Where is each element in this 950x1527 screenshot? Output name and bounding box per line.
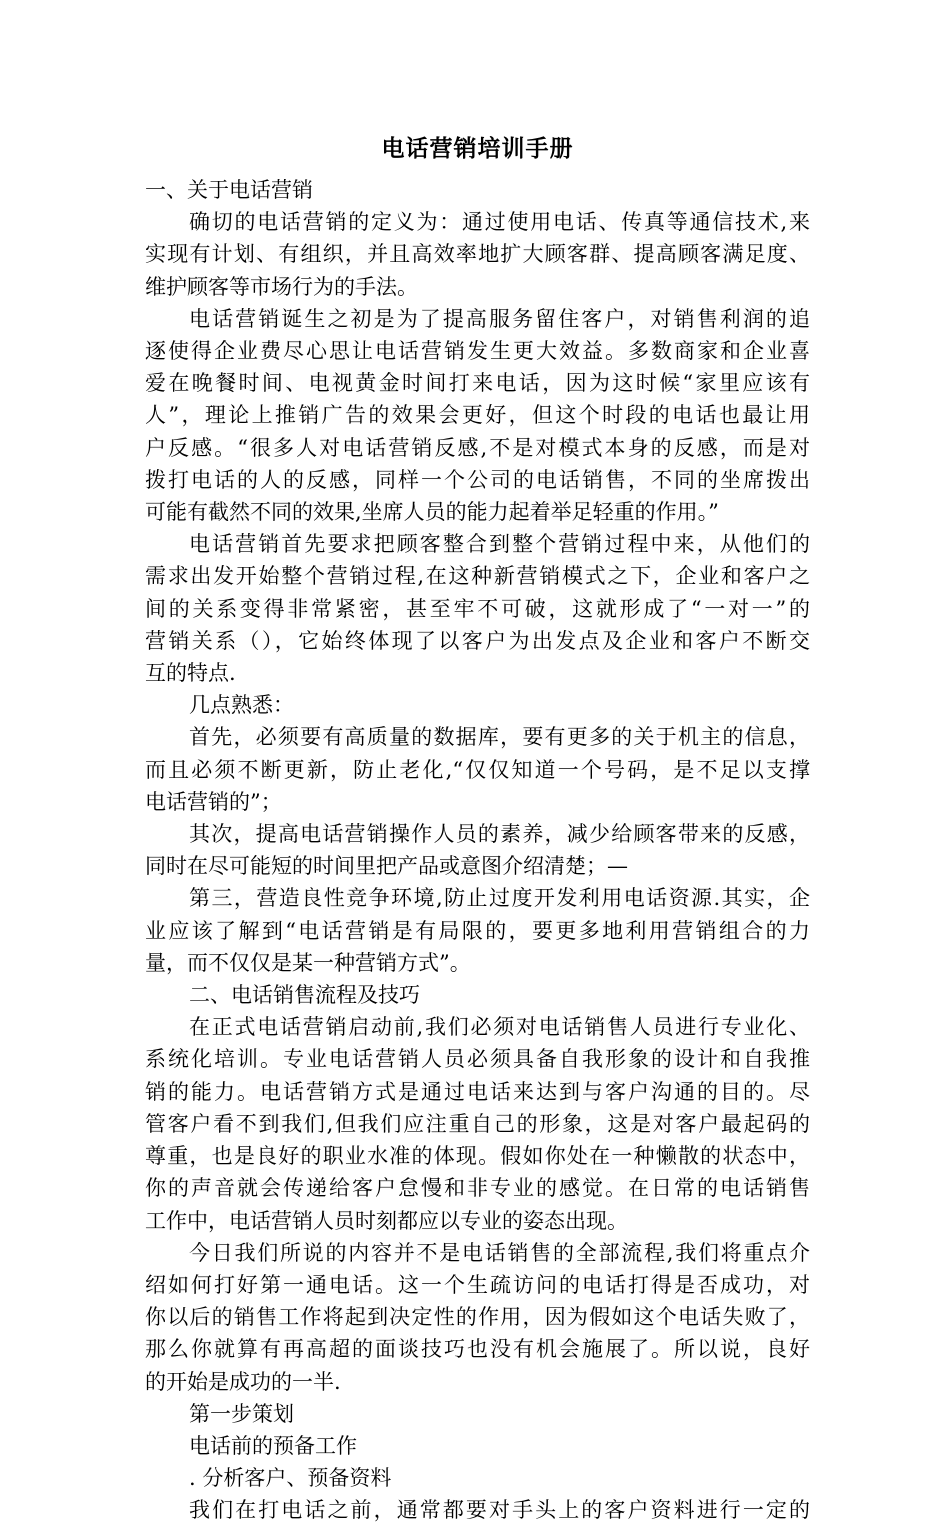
document-title: 电话营销培训手册: [381, 135, 574, 162]
step-item: . 分析客户、预备资料: [189, 1466, 392, 1491]
text-line: 可能有截然不同的效果,坐席人员的能力起着举足轻重的作用。”: [145, 500, 719, 525]
text-line: 电话营销的”；: [145, 789, 282, 814]
paragraph-8: [145, 1011, 810, 1236]
paragraph-6: [145, 818, 810, 882]
text-line: 营销关系（），它始终体现了以客户为出发点及企业和客户不断交: [145, 628, 810, 653]
text-line: 维护顾客等市场行为的手法。: [145, 274, 418, 299]
paragraph-7: [145, 882, 810, 979]
text-line: 逐使得企业费尽心思让电话营销发生更大效益。多数商家和企业喜: [145, 339, 810, 364]
text-line: 第三，营造良性竞争环境,防止过度开发利用电话资源.其实，企: [189, 886, 810, 911]
step-subheading: 电话前的预备工作: [189, 1433, 357, 1458]
text-line: 我们在打电话之前，通常都要对手头上的客户资料进行一定的: [189, 1498, 810, 1523]
document-page: [145, 130, 810, 1527]
text-line: 其次，提高电话营销操作人员的素养，减少给顾客带来的反感，: [189, 822, 810, 847]
section-heading: 一、关于电话营销: [145, 178, 313, 202]
text-line: 尊重，也是良好的职业水准的体现。假如你处在一种懒散的状态中，: [145, 1144, 810, 1169]
paragraph-1: [145, 206, 810, 303]
paragraph-10: [145, 1494, 810, 1526]
text-line: 在正式电话营销启动前,我们必须对电话销售人员进行专业化、: [189, 1015, 810, 1040]
text-line: 销的能力。电话营销方式是通过电话来达到与客户沟通的目的。尽: [145, 1079, 810, 1104]
text-line: 实现有计划、有组织，并且高效率地扩大顾客群、提高顾客满足度、: [145, 242, 810, 267]
text-line: 而且必须不断更新，防止老化,“仅仅知道一个号码，是不足以支撑: [145, 757, 810, 782]
text-line: 工作中，电话营销人员时刻都应以专业的姿态出现。: [145, 1208, 628, 1233]
paragraph-2: [145, 303, 810, 528]
text-line: 间的关系变得非常紧密，甚至牢不可破，这就形成了“一对一”的: [145, 596, 810, 621]
text-line: 管客户看不到我们,但我们应注重自己的形象，这是对客户最起码的: [145, 1111, 810, 1136]
text-line: 同时在尽可能短的时间里把产品或意图介绍清楚；—: [145, 854, 628, 879]
text-line: 爱在晚餐时间、电视黄金时间打来电话，因为这时候“家里应该有: [145, 371, 810, 396]
text-line: 首先，必须要有高质量的数据库，要有更多的关于机主的信息，: [189, 725, 810, 750]
text-line: 电话营销诞生之初是为了提高服务留住客户，对销售利润的追: [189, 306, 810, 331]
text-line: 业应该了解到“电话营销是有局限的，要更多地利用营销组合的力: [145, 918, 810, 943]
text-line: 系统化培训。专业电话营销人员必须具备自我形象的设计和自我推: [145, 1047, 810, 1072]
paragraph-3: [145, 528, 810, 689]
text-line: 你以后的销售工作将起到决定性的作用，因为假如这个电话失败了，: [145, 1305, 810, 1330]
text-line: 那么你就算有再高超的面谈技巧也没有机会施展了。所以说，良好: [145, 1337, 810, 1362]
section-heading: 二、电话销售流程及技巧: [189, 983, 420, 1008]
text-line: 量，而不仅仅是某一种营销方式”。: [145, 950, 471, 975]
text-line: 几点熟悉：: [189, 693, 294, 718]
text-line: 人”，理论上推销广告的效果会更好，但这个时段的电话也最让用: [145, 403, 810, 428]
text-line: 拨打电话的人的反感，同样一个公司的电话销售，不同的坐席拨出: [145, 467, 810, 492]
text-line: 确切的电话营销的定义为：通过使用电话、传真等通信技术,来: [189, 210, 810, 235]
text-line: 的开始是成功的一半.: [145, 1369, 341, 1394]
paragraph-4: [145, 689, 810, 721]
text-line: 今日我们所说的内容并不是电话销售的全部流程,我们将重点介: [189, 1240, 810, 1265]
text-line: 你的声音就会传递给客户怠慢和非专业的感觉。在日常的电话销售: [145, 1176, 810, 1201]
text-line: 互的特点.: [145, 661, 236, 686]
text-line: 绍如何打好第一通电话。这一个生疏访问的电话打得是否成功，对: [145, 1272, 810, 1297]
text-line: 需求出发开始整个营销过程,在这种新营销模式之下，企业和客户之: [145, 564, 810, 589]
text-line: 户反感。“很多人对电话营销反感,不是对模式本身的反感，而是对: [145, 435, 810, 460]
paragraph-9: [145, 1237, 810, 1398]
paragraph-5: [145, 721, 810, 818]
step-heading: 第一步策划: [189, 1401, 294, 1426]
text-line: 电话营销首先要求把顾客整合到整个营销过程中来，从他们的: [189, 532, 810, 557]
